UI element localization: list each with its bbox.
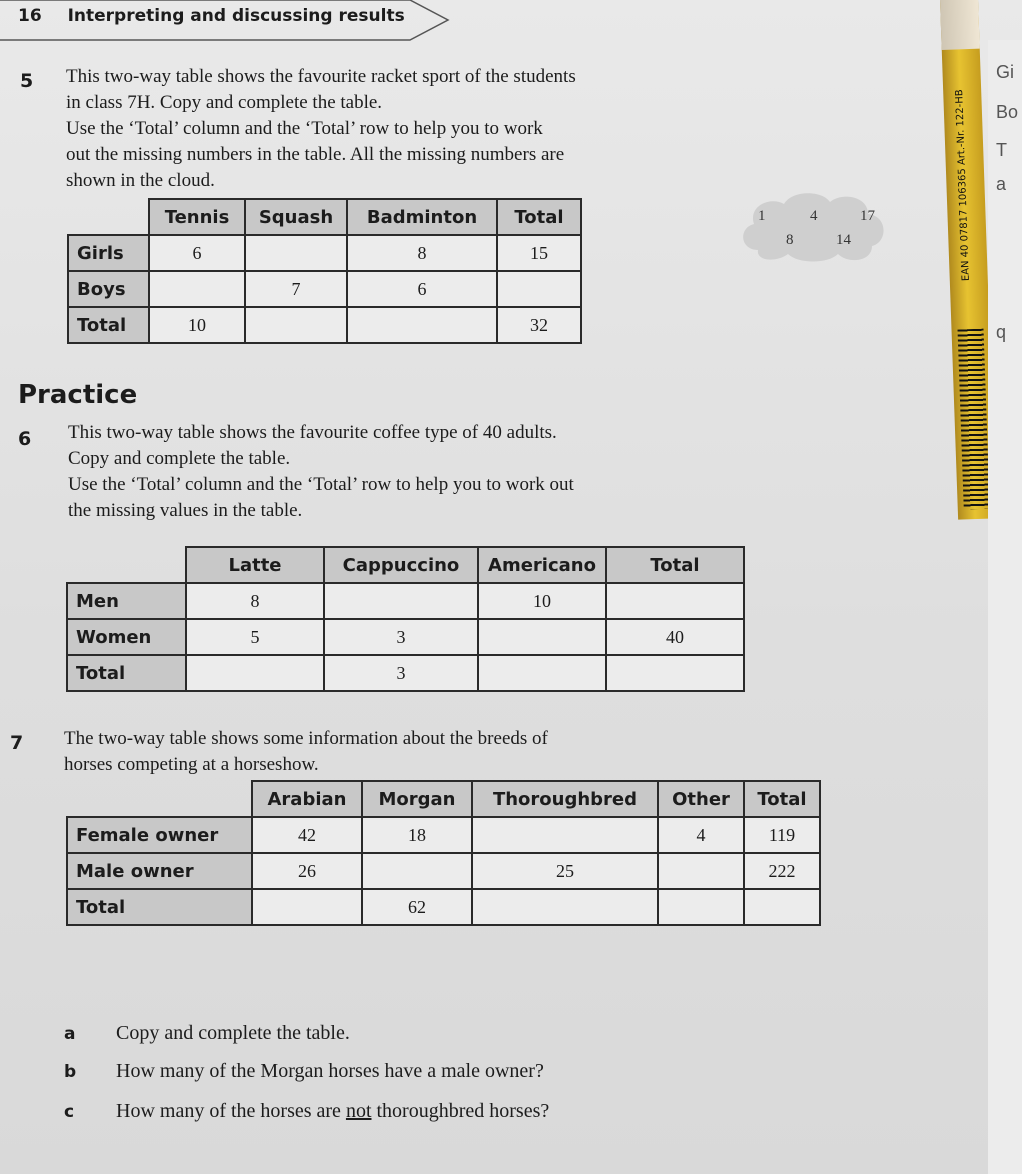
table-cell bbox=[347, 307, 497, 343]
edge-fragment: q bbox=[996, 322, 1007, 342]
edge-fragment: T bbox=[996, 140, 1007, 160]
row-header: Men bbox=[67, 583, 186, 619]
table-row bbox=[68, 271, 581, 307]
edge-fragment: Gi bbox=[996, 62, 1014, 82]
q6-line: This two-way table shows the favourite coffee type of 40 adults. bbox=[68, 422, 557, 443]
part-c bbox=[64, 1100, 549, 1123]
question-5-number: 5 bbox=[20, 70, 34, 92]
cloud-number: 14 bbox=[836, 232, 851, 248]
q6-line: Copy and complete the table. bbox=[68, 448, 291, 469]
question-7-text bbox=[64, 726, 548, 778]
table-cell: 18 bbox=[362, 817, 472, 853]
table-row bbox=[68, 307, 581, 343]
col-header: Cappuccino bbox=[324, 547, 478, 583]
cloud-number: 17 bbox=[860, 208, 875, 224]
table-cell: 10 bbox=[478, 583, 606, 619]
row-header: Women bbox=[67, 619, 186, 655]
table-row bbox=[67, 583, 744, 619]
question-6-number: 6 bbox=[18, 428, 32, 450]
row-header: Male owner bbox=[67, 853, 252, 889]
table-cell: 7 bbox=[245, 271, 347, 307]
page-number: 16 bbox=[18, 6, 42, 26]
table-cell bbox=[245, 235, 347, 271]
chapter-title: Interpreting and discussing results bbox=[67, 6, 405, 26]
q5-line: This two-way table shows the favourite racket sport of the students bbox=[66, 66, 576, 87]
table-cell bbox=[472, 889, 658, 925]
cloud-number: 4 bbox=[810, 208, 818, 224]
table-cell: 32 bbox=[497, 307, 581, 343]
part-label: a bbox=[64, 1024, 76, 1044]
table-cell bbox=[658, 889, 744, 925]
practice-heading: Practice bbox=[18, 380, 138, 410]
table-row bbox=[67, 619, 744, 655]
table-cell: 6 bbox=[347, 271, 497, 307]
part-text: How many of the horses are bbox=[116, 1100, 346, 1122]
col-header: Squash bbox=[245, 199, 347, 235]
part-text-underlined: not bbox=[345, 1100, 372, 1122]
table-cell: 42 bbox=[252, 817, 362, 853]
q5-line: out the missing numbers in the table. All the missing numbers are bbox=[66, 144, 565, 165]
horse-breeds-table bbox=[66, 780, 821, 926]
q5-line: Use the ‘Total’ column and the ‘Total’ row to help you to work bbox=[66, 118, 543, 139]
table-cell: 8 bbox=[186, 583, 324, 619]
table-row bbox=[67, 655, 744, 691]
part-text: How many of the Morgan horses have a male owner? bbox=[116, 1060, 544, 1082]
q6-line: the missing values in the table. bbox=[68, 500, 303, 521]
question-5-text bbox=[66, 64, 576, 194]
col-header: Latte bbox=[186, 547, 324, 583]
col-header: Americano bbox=[478, 547, 606, 583]
table-cell bbox=[658, 853, 744, 889]
table-corner bbox=[68, 199, 149, 235]
col-header: Total bbox=[497, 199, 581, 235]
table-cell: 3 bbox=[324, 619, 478, 655]
page-header bbox=[0, 0, 450, 40]
table-cell: 119 bbox=[744, 817, 820, 853]
table-cell: 62 bbox=[362, 889, 472, 925]
table-row bbox=[67, 889, 820, 925]
table-cell bbox=[324, 583, 478, 619]
table-cell bbox=[606, 583, 744, 619]
table-cell bbox=[478, 655, 606, 691]
table-cell bbox=[186, 655, 324, 691]
table-cell bbox=[245, 307, 347, 343]
row-header: Total bbox=[67, 655, 186, 691]
col-header: Morgan bbox=[362, 781, 472, 817]
table-row bbox=[68, 235, 581, 271]
coffee-type-table bbox=[66, 546, 745, 692]
edge-fragment: a bbox=[996, 174, 1007, 194]
table-cell bbox=[472, 817, 658, 853]
table-cell: 3 bbox=[324, 655, 478, 691]
table-cell bbox=[478, 619, 606, 655]
question-7-number: 7 bbox=[10, 732, 24, 754]
q5-line: shown in the cloud. bbox=[66, 170, 215, 191]
table-cell: 5 bbox=[186, 619, 324, 655]
table-cell: 26 bbox=[252, 853, 362, 889]
row-header: Total bbox=[68, 307, 149, 343]
table-cell: 40 bbox=[606, 619, 744, 655]
table-cell bbox=[252, 889, 362, 925]
table-row bbox=[67, 853, 820, 889]
table-corner bbox=[67, 781, 252, 817]
table-cell: 8 bbox=[347, 235, 497, 271]
part-text: Copy and complete the table. bbox=[116, 1022, 350, 1044]
table-cell: 25 bbox=[472, 853, 658, 889]
edge-fragment: Bo bbox=[996, 102, 1019, 122]
col-header: Total bbox=[744, 781, 820, 817]
next-page-edge bbox=[988, 40, 1022, 1174]
table-cell bbox=[362, 853, 472, 889]
number-cloud bbox=[738, 190, 888, 264]
col-header: Other bbox=[658, 781, 744, 817]
table-cell: 4 bbox=[658, 817, 744, 853]
table-cell bbox=[497, 271, 581, 307]
col-header: Arabian bbox=[252, 781, 362, 817]
col-header: Thoroughbred bbox=[472, 781, 658, 817]
cloud-number: 8 bbox=[786, 232, 794, 248]
part-a bbox=[64, 1022, 350, 1045]
part-label: b bbox=[64, 1062, 77, 1082]
cloud-number: 1 bbox=[758, 208, 766, 224]
col-header: Total bbox=[606, 547, 744, 583]
part-b bbox=[64, 1060, 544, 1083]
row-header: Female owner bbox=[67, 817, 252, 853]
table-cell: 6 bbox=[149, 235, 245, 271]
row-header: Girls bbox=[68, 235, 149, 271]
part-text: thoroughbred horses? bbox=[371, 1100, 550, 1122]
q7-line: The two-way table shows some information about the breeds of bbox=[64, 728, 548, 749]
table-cell bbox=[606, 655, 744, 691]
table-cell bbox=[149, 271, 245, 307]
table-cell: 222 bbox=[744, 853, 820, 889]
col-header: Tennis bbox=[149, 199, 245, 235]
table-cell: 15 bbox=[497, 235, 581, 271]
part-label: c bbox=[64, 1102, 75, 1122]
pencil-tip bbox=[940, 0, 980, 50]
question-6-text bbox=[68, 420, 574, 524]
q6-line: Use the ‘Total’ column and the ‘Total’ row to help you to work out bbox=[68, 474, 574, 495]
table-cell bbox=[744, 889, 820, 925]
table-corner bbox=[67, 547, 186, 583]
pencil-label: EAN 40 07817 106365 Art.-Nr. 122-HB bbox=[954, 89, 972, 282]
row-header: Total bbox=[67, 889, 252, 925]
q5-line: in class 7H. Copy and complete the table. bbox=[66, 92, 383, 113]
barcode-icon bbox=[958, 329, 990, 510]
table-row bbox=[67, 817, 820, 853]
cloud-shape bbox=[738, 190, 888, 264]
table-cell: 10 bbox=[149, 307, 245, 343]
row-header: Boys bbox=[68, 271, 149, 307]
q7-line: horses competing at a horseshow. bbox=[64, 754, 319, 775]
racket-sport-table bbox=[67, 198, 582, 344]
col-header: Badminton bbox=[347, 199, 497, 235]
